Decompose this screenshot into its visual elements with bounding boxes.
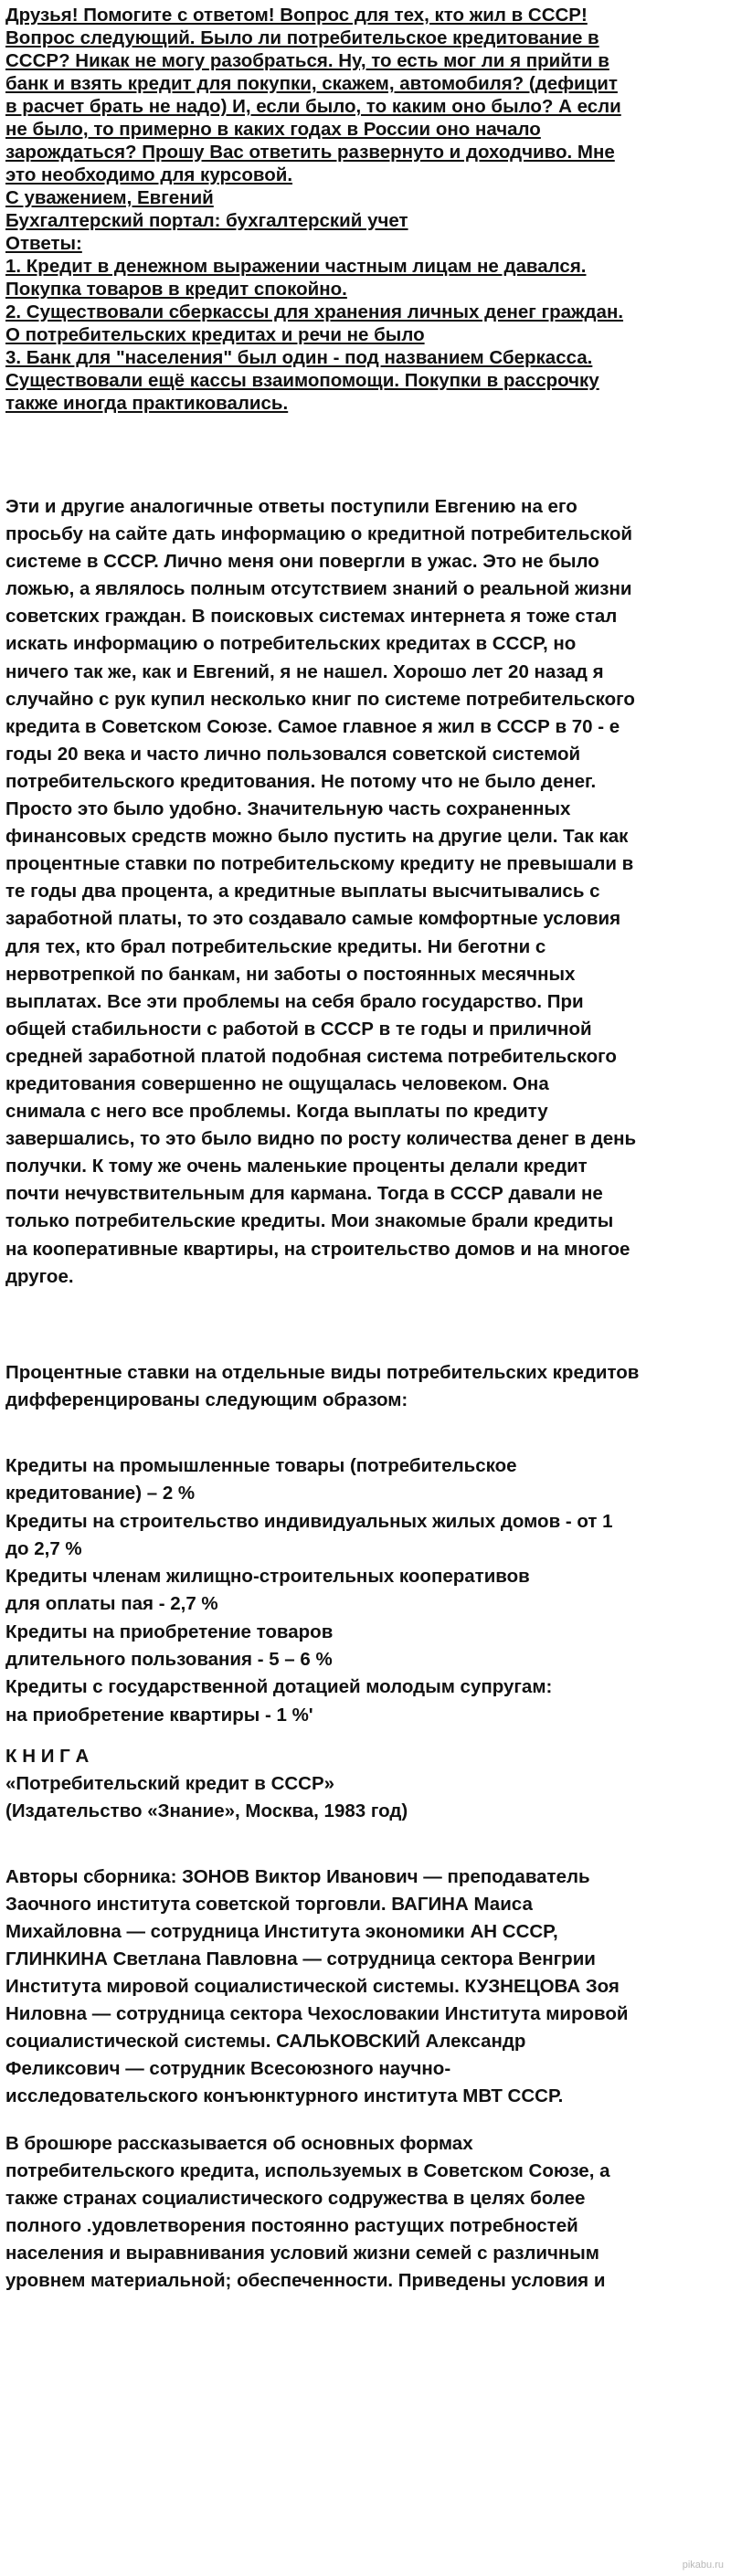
watermark: pikabu.ru [682, 2560, 724, 2571]
main-paragraph: Эти и другие аналогичные ответы поступили Евгению на его просьбу на сайте дать информацию о кредитной потребительской системе в СССР. Лично меня они повергли в ужас. Это не было ложью, а являлось полным отсутствием знаний о реальной жизни советских граждан. В поисковых системах интернета я тоже стал искать информацию о потребительских кредитах в СССР, но ничего так же, как и Евгений, я не нашел. Хорошо лет 20 назад я случайно с рук купил несколько книг по системе потребительского кредита в Советском Союзе. Самое главное я жил в СССР в 70 - е годы 20 века и часто лично пользовался советской системой потребительского кредитования. Не потому что не было денег. Просто это было удобно. Значительную часть сохраненных финансовых средств можно было пустить на другие цели. Так как процентные ставки по потребительскому кредиту не превышали в те годы два процента, а кредитные выплаты высчитывались с заработной платы, то это создавало самые комфортные условия для тех, кто брал потребительские кредиты. Ни беготни с нервотрепкой по банкам, ни заботы о постоянных месячных выплатах. Все эти проблемы на себя брало государство. При общей стабильности с работой в СССР в те годы и приличной средней заработной платой подобная система потребительского кредитования совершенно не ощущалась человеком. Она снимала с него все проблемы. Когда выплаты по кредиту завершались, то это было видно по росту количества денег в день получки. К тому же очень маленькие проценты делали кредит почти нечувствительным для кармана. Тогда в СССР давали не только потребительские кредиты. Мои знакомые брали кредиты на кооперативные квартиры, на строительство домов и на многое другое. [5, 496, 637, 1287]
rates-intro: Процентные ставки на отдельные виды потребительских кредитов дифференцированы следующим образом: [5, 1362, 640, 1410]
question-and-answers-block: Друзья! Помогите с ответом! Вопрос для тех, кто жил в СССР! Вопрос следующий. Было ли потребительское кредитование в СССР? Никак не могу разобраться. Ну, то есть мог ли я прийти в банк и взять кредит для покупки, скажем, автомобиля? (дефицит в расчет брать не надо) И, если было, то каким оно было? А если не было, то примерно в каких годах в России оно начало зарождаться? Прошу Вас ответить развернуто и доходчиво. Мне это необходимо для курсовой. С уважением, Евгений Бухгалтерский портал: бухгалтерский учет Ответы: 1. Кредит в денежном выражении частным лицам не давался. Покупка товаров в кредит спокойно. 2. Существовали сберкассы для хранения личных денег граждан. О потребительских кредитах и речи не было 3. Банк для "населения" был один - под названием Сберкасса. Существовали ещё кассы взаимопомощи. Покупки в рассрочку также иногда практиковались. [5, 5, 624, 414]
rates-list: Кредиты на промышленные товары (потребительское кредитование) – 2 % Кредиты на строительство индивидуальных жилых домов - от 1 до 2,7 % Кредиты членам жилищно-строительных кооперативов для оплаты пая - 2,7 % Кредиты на приобретение товаров длительного пользования - 5 – 6 % Кредиты с государственной дотацией молодым супругам: на приобретение квартиры - 1 %' [5, 1455, 613, 1726]
book-reference: К Н И Г А «Потребительский кредит в СССР» (Издательство «Знание», Москва, 1983 год) [5, 1746, 408, 1821]
authors-paragraph: Авторы сборника: ЗОНОВ Виктор Иванович — преподаватель Заочного института советской торговли. ВАГИНА Маиса Михайловна — сотрудница Института экономики АН СССР, ГЛИНКИНА Светлана Павловна — сотрудница сектора Венгрии Института мировой социалистической системы. КУЗНЕЦОВА Зоя Ниловна — сотрудница сектора Чехословакии Института мировой социалистической системы. САЛЬКОВСКИЙ Александр Феликсович — сотрудник Всесоюзного научно- исследовательского конъюнктурного института МВТ СССР. [5, 1866, 629, 2106]
brochure-paragraph: В брошюре рассказывается об основных формах потребительского кредита, используемых в Советском Союзе, а также странах социалистического содружества в целях более полного .удовлетворения постоянно растущих потребностей населения и выравнивания условий жизни семей с различным уровнем материальной; обеспеченности. Приведены условия и [5, 2133, 610, 2291]
